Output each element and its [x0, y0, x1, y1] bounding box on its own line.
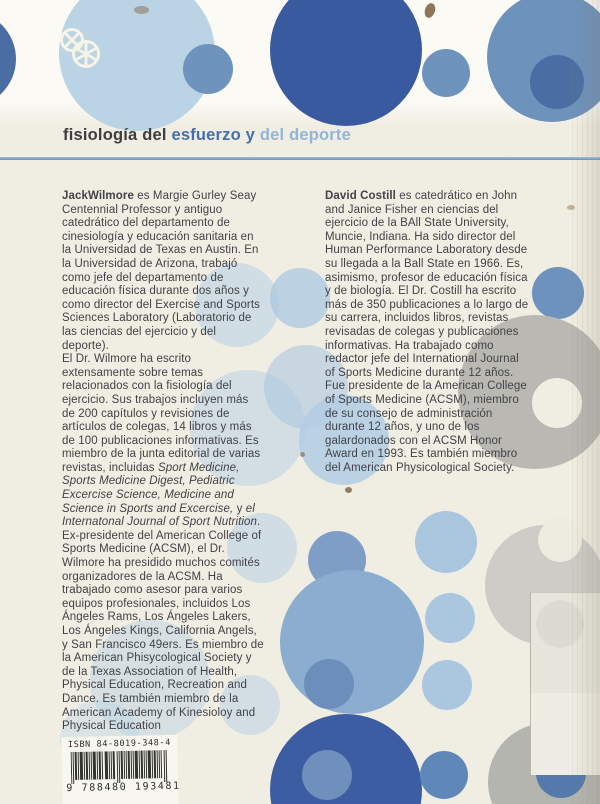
title-part-dark: fisiología del	[63, 126, 172, 144]
isbn-label: ISBN 84-8019-348-4	[67, 737, 171, 751]
decorative-circle	[304, 659, 354, 709]
title-part-blue: esfuerzo y	[171, 126, 260, 144]
decorative-circle	[422, 660, 472, 710]
bio-paragraph: El Dr. Wilmore ha escrito extensamente sobre temas relacionados con la fisiología del ejercicio. Sus trabajos incluyen más de 200 capítulos y revisiones de artículos de colegas, 14 libros y más de 100 publicaciones informativas. Es miembro de la junta editorial de varias revistas, incluidas Sport Medicine, Sports Medicine Digest, Pediatric Excercise Science, Medicine and Science in Sports and Excercise, y el Internatonal Journal of Sport Nutrition.	[62, 353, 261, 529]
title-divider	[0, 157, 600, 160]
title-part-light-blue: del deporte	[259, 126, 351, 144]
author-column-costill	[325, 190, 529, 475]
page-edge	[572, 0, 600, 804]
stain	[345, 487, 352, 493]
barcode-block	[61, 735, 181, 804]
author-column-wilmore	[62, 190, 264, 734]
stain	[567, 205, 575, 210]
decorative-circle	[420, 751, 468, 799]
publisher-logo-icon	[58, 26, 102, 70]
bio-paragraph: JackWilmore es Margie Gurley Seay Centennial Professor y antiguo catedrático del departamento de cinesiología y educación sanitaria en la Universidad de Texas en Austin. En la Universidad de Arizona, trabajó como jefe del departamento de educación física durante dos años y como director del Exercise and Sports Sciences Laboratory (Laboratorio de las ciencias del ejercicio y del deporte).	[62, 190, 261, 352]
decorative-circle	[270, 268, 330, 328]
stain	[300, 452, 305, 457]
barcode-bars-icon	[71, 750, 170, 784]
decorative-circle	[422, 49, 470, 97]
decorative-circle	[415, 511, 477, 573]
bio-paragraph: David Costill es catedrático en John and Janice Fisher en ciencias del ejercicio de la BAll State University, Muncie, Indiana. Ha sido director del Human Performance Laboratory desde su llegada a la Ball State en 1966. Es, asimismo, profesor de educación física y de biología. El Dr. Costill ha escrito más de 350 publicaciones a lo largo de su carrera, incluidos libros, revistas revisadas de colegas y publicaciones informativas. Ha trabajado como redactor jefe del International Journal of Sports Medicine durante 12 años. Fue presidente de la American College of Sports Medicine (ACSM), miembro de su consejo de administración durante 12 años, y uno de los galardonados con el ACSM Honor Award en 1993. Es también miembro del American Physicological Society.	[325, 190, 529, 474]
barcode-digits: 9 788480 193481	[66, 780, 181, 795]
decorative-circle	[302, 750, 352, 800]
decorative-circle	[425, 593, 475, 643]
bio-paragraph: Ex-presidente del American College of Sports Medicine (ACSM), el Dr. Wilmore ha presidido muchos comités organizadores de la ACSM. Ha trabajado como asesor para varios equipos profesionales, incluidos Los Ángeles Rams, Los Ángeles Lakers, Los Ángeles Kings, California Angels, y San Francisco 49ers. Es miembro de la American Phisycological Society y de la Texas Association of Health, Physical Education, Recreation and Dance. Es también miembro de la American Academy of Kinesioloy and Physical Education	[62, 529, 264, 733]
page-title	[63, 126, 351, 145]
decorative-circle	[183, 44, 233, 94]
stain	[134, 6, 149, 14]
